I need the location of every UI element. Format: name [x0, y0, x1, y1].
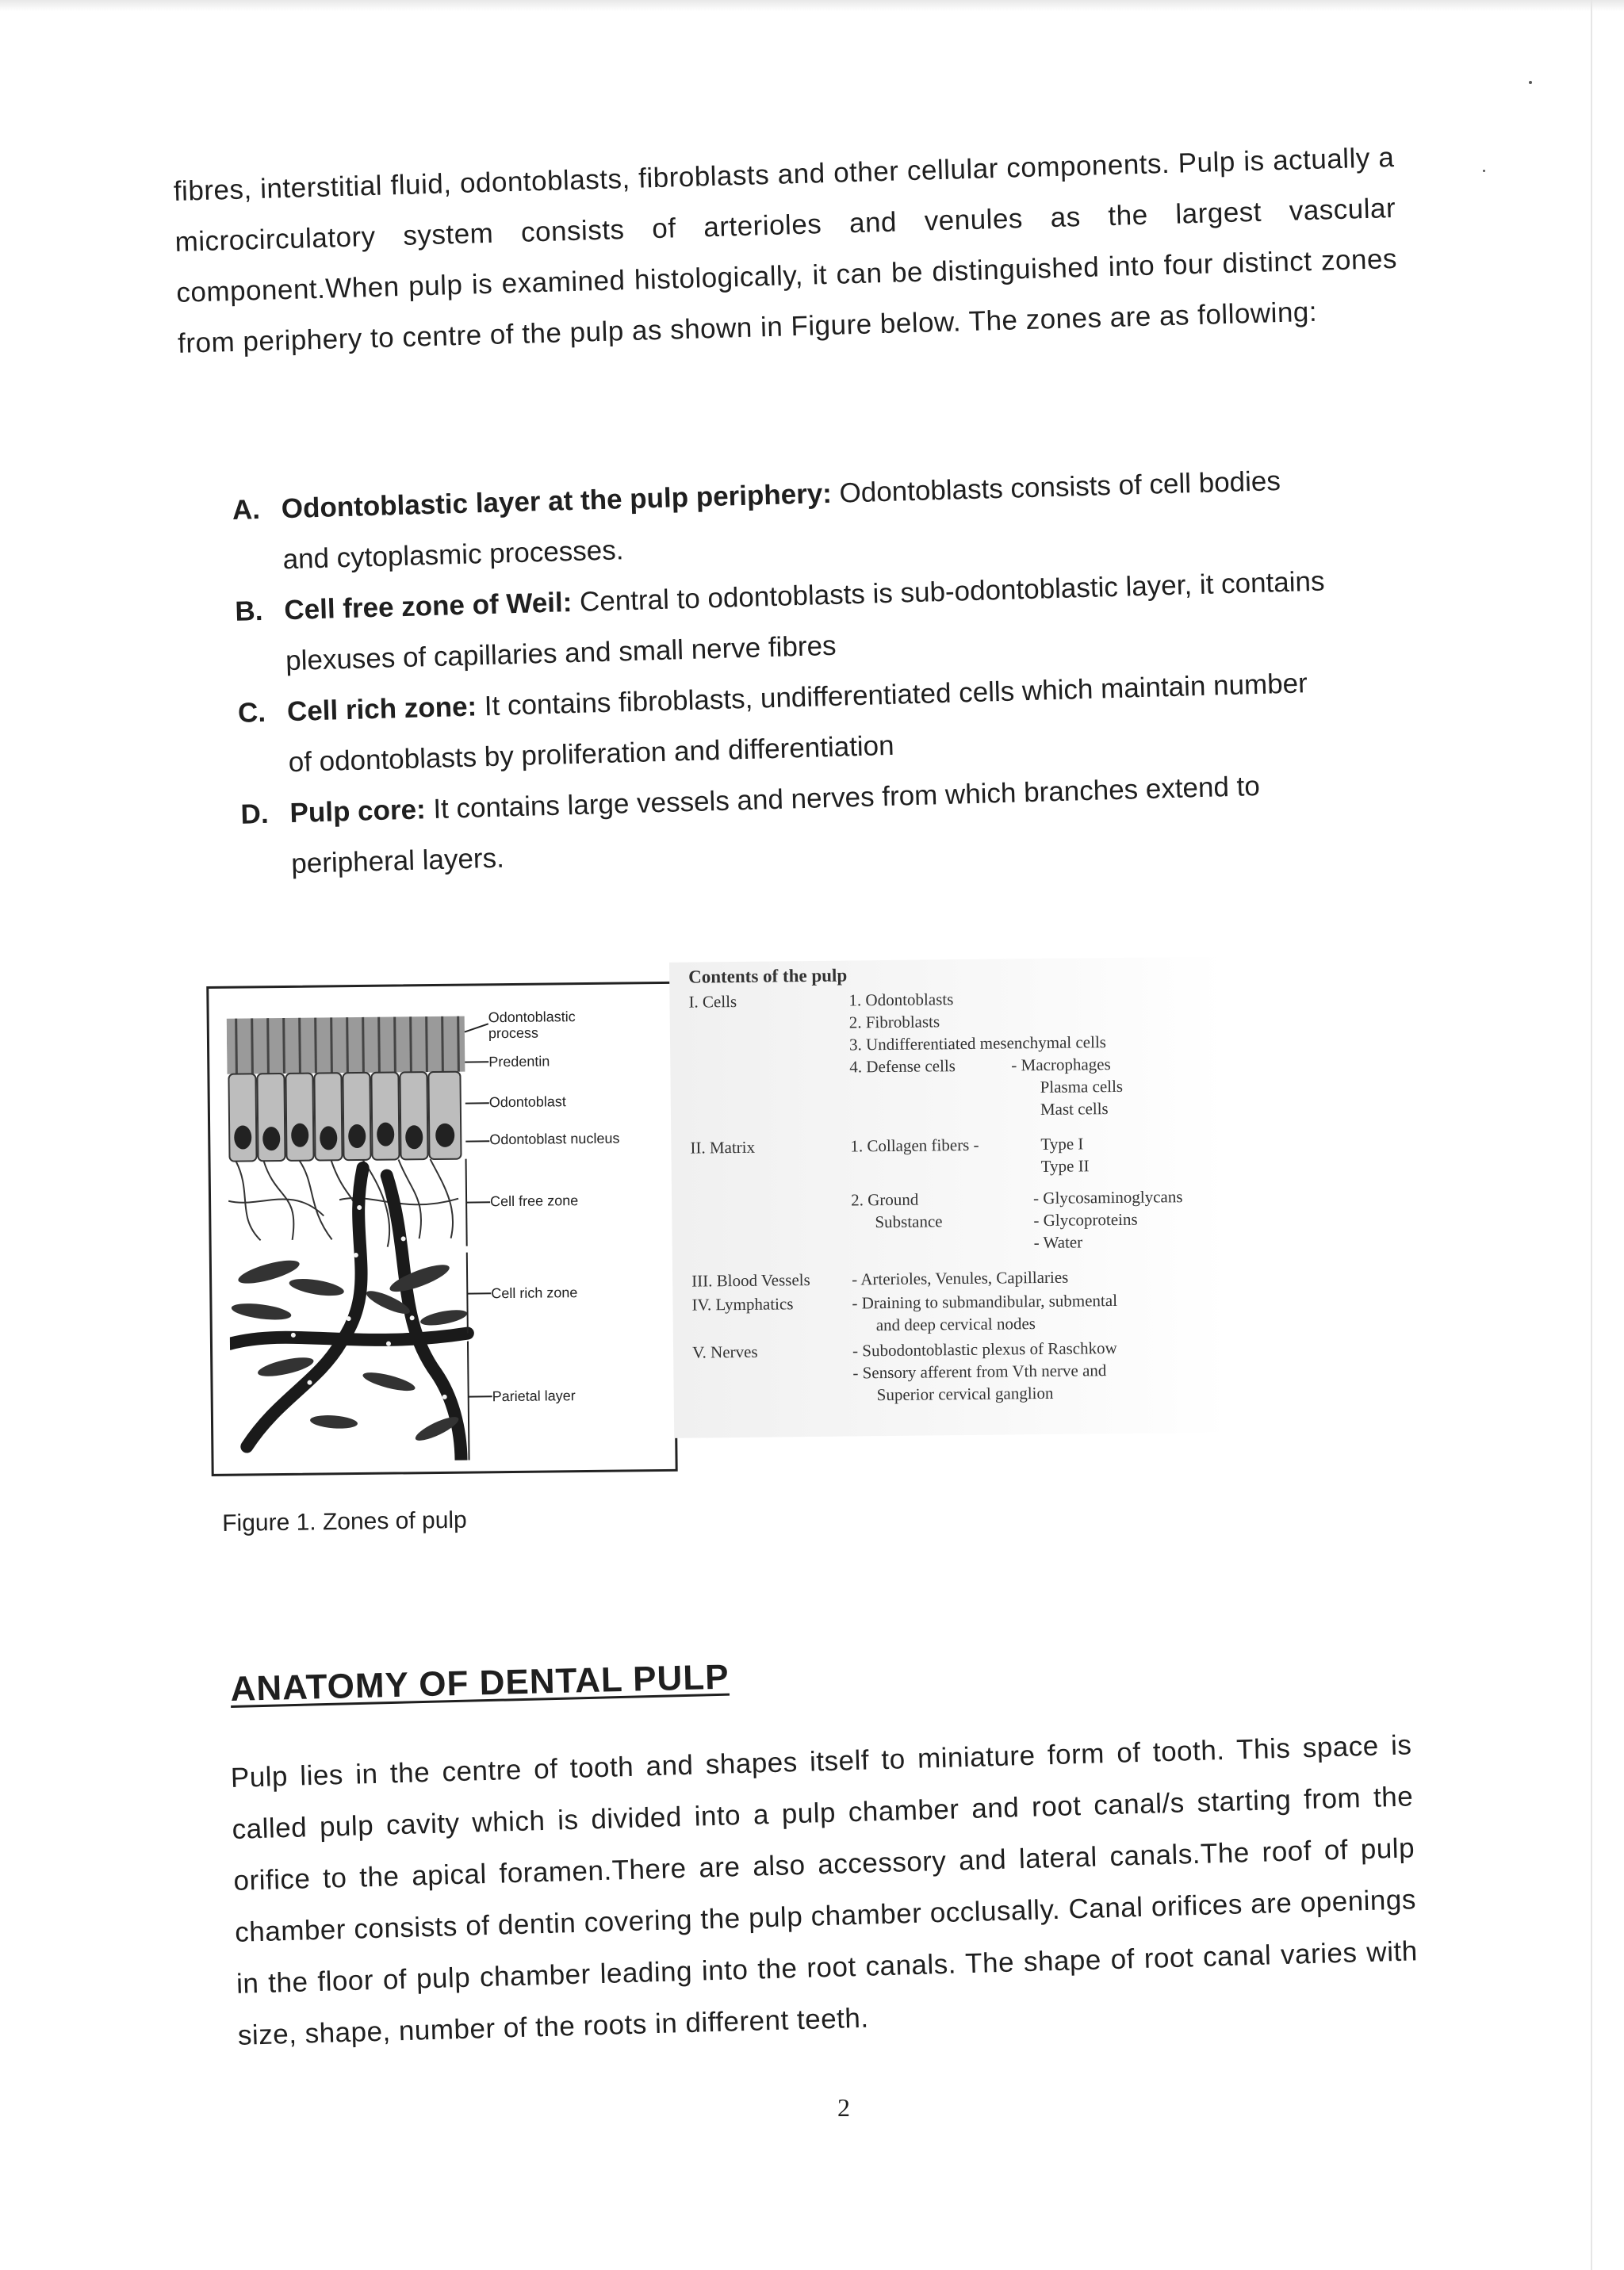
label-odontoblastic-process-line2: process: [488, 1024, 539, 1042]
contents-nerves-heading: V. Nerves: [691, 1342, 758, 1362]
contents-defense-item: - Macrophages: [1011, 1055, 1111, 1075]
zone-letter: B.: [234, 595, 263, 627]
contents-nerves-text: - Subodontoblastic plexus of Raschkow: [852, 1338, 1117, 1361]
contents-title: Contents of the pulp: [688, 965, 848, 987]
intro-paragraph: [173, 132, 1400, 369]
page-number: 2: [837, 2093, 850, 2122]
scan-edge-right: [1591, 0, 1592, 2270]
contents-blood-heading: III. Blood Vessels: [691, 1270, 810, 1291]
contents-defense-item: Plasma cells: [1040, 1076, 1124, 1097]
contents-nerves-text-line2: - Sensory afferent from Vth nerve and: [852, 1361, 1107, 1383]
zone-desc-cont: peripheral layers.: [290, 842, 505, 880]
contents-collagen-type: Type II: [1040, 1156, 1090, 1176]
nerve-fibres: [228, 1159, 459, 1249]
zone-term: Cell rich zone:: [286, 691, 477, 728]
contents-collagen-type: Type I: [1040, 1134, 1084, 1154]
zone-letter: A.: [232, 494, 261, 526]
figure-caption: Figure 1. Zones of pulp: [222, 1506, 467, 1537]
zone-letter: C.: [237, 696, 266, 729]
contents-nerves-text-line3: Superior cervical ganglion: [876, 1383, 1054, 1405]
anatomy-paragraph: [230, 1719, 1419, 2061]
contents-defense-item: Mast cells: [1040, 1099, 1109, 1119]
zone-term: Odontoblastic layer at the pulp periphery:: [281, 477, 833, 525]
contents-lymph-text: - Draining to submandibular, submental: [852, 1290, 1118, 1313]
zone-desc: It contains large vessels and nerves from which branches extend to: [425, 770, 1261, 825]
zone-term: Cell free zone of Weil:: [283, 587, 573, 626]
pulp-contents-table: [669, 957, 1229, 1438]
zone-term: Pulp core:: [289, 794, 427, 829]
contents-ground-line2: Substance: [875, 1212, 943, 1232]
anatomy-text: Pulp lies in the centre of tooth and shapes itself to miniature form of tooth. This space is called pulp cavity which is divided into a pulp chamber and root canal/s starting from the orifice to the apical foramen.There are also accessory and lateral canals.The roof of pulp chamber consists of dentin covering the pulp chamber occlusally. Canal orifices are openings in the floor of pulp chamber leading into the root canals. The shape of root canal varies with size, shape, number of the roots in different teeth.: [230, 1729, 1419, 2051]
contents-ground-item: - Glycoproteins: [1033, 1209, 1138, 1231]
label-cell-free-zone: Cell free zone: [490, 1192, 579, 1210]
label-odontoblastic-process: Odontoblastic: [488, 1009, 576, 1026]
contents-matrix-heading: II. Matrix: [690, 1137, 756, 1158]
contents-cell-item: 2. Fibroblasts: [848, 1012, 940, 1032]
zone-desc: Central to odontoblasts is sub-odontoblastic layer, it contains: [571, 565, 1325, 618]
contents-cell-item: 4. Defense cells: [849, 1056, 956, 1077]
label-predentin: Predentin: [488, 1053, 550, 1070]
zone-letter: D.: [240, 798, 270, 830]
scan-speck: [1529, 81, 1532, 84]
label-cell-rich-zone: Cell rich zone: [491, 1284, 578, 1302]
odontoblast-cells: [228, 1072, 461, 1162]
zone-desc: Odontoblasts consists of cell bodies: [831, 465, 1281, 509]
contents-ground-item: - Glycosaminoglycans: [1032, 1187, 1183, 1208]
pulp-zones-figure: [206, 957, 1227, 1475]
scan-speck: [1483, 170, 1485, 172]
histology-diagram: [206, 982, 677, 1476]
contents-cell-item: 3. Undifferentiated mesenchymal cells: [848, 1032, 1107, 1055]
scan-edge-top: [0, 0, 1624, 11]
label-parietal-layer: Parietal layer: [492, 1388, 576, 1405]
contents-blood-text: - Arterioles, Venules, Capillaries: [852, 1267, 1069, 1289]
contents-cells-heading: I. Cells: [688, 991, 737, 1012]
histology-illustration: [226, 998, 659, 1463]
section-heading-anatomy: ANATOMY OF DENTAL PULP: [230, 1657, 730, 1709]
contents-ground: 2. Ground: [850, 1189, 919, 1210]
zone-list: [232, 453, 1408, 891]
label-leader-lines: [465, 1024, 493, 1460]
zone-desc-cont: plexuses of capillaries and small nerve fibres: [285, 630, 837, 677]
contents-lymph-heading: IV. Lymphatics: [691, 1294, 794, 1315]
label-odontoblast-nucleus: Odontoblast nucleus: [489, 1130, 620, 1148]
zone-desc: It contains fibroblasts, undifferentiated cells which maintain number: [476, 668, 1308, 722]
contents-collagen: 1. Collagen fibers -: [850, 1135, 979, 1156]
contents-lymph-text-line2: and deep cervical nodes: [875, 1314, 1036, 1335]
intro-text: fibres, interstitial fluid, odontoblasts, fibroblasts and other cellular components. Pulp is actually a microcirculatory system consists of arterioles and venules as the largest vascular component.When pulp is examined histologically, it can be distinguished into four distinct zones from periphery to centre of the pulp as shown in Figure below. The zones are as following:: [173, 141, 1398, 359]
predentin-band: [227, 1016, 465, 1074]
zone-desc-cont: of odontoblasts by proliferation and differentiation: [288, 729, 895, 779]
zone-desc-cont: and cytoplasmic processes.: [282, 534, 624, 576]
contents-ground-item: - Water: [1033, 1232, 1083, 1253]
contents-cell-item: 1. Odontoblasts: [848, 990, 954, 1010]
label-odontoblast: Odontoblast: [488, 1093, 566, 1111]
